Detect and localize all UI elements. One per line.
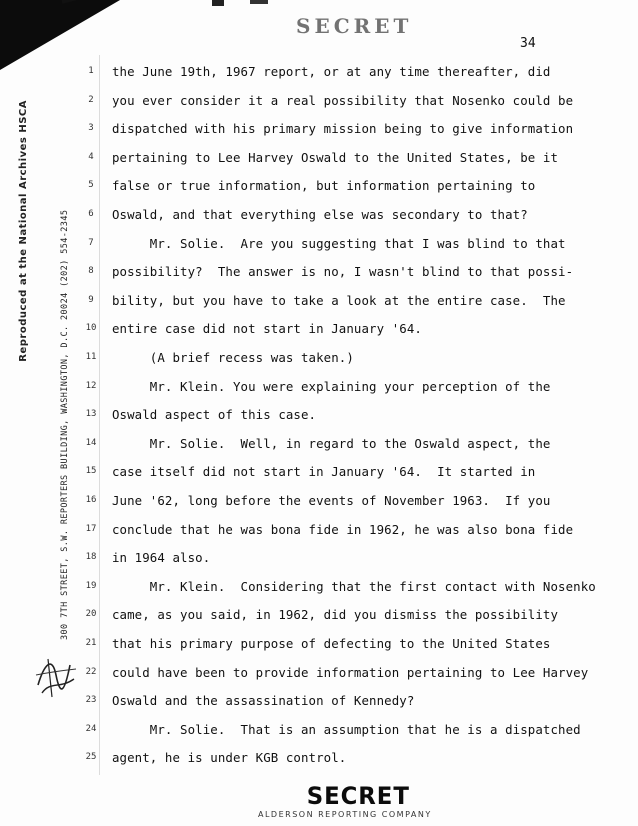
line-number: 8 [88,266,94,277]
line-number: 18 [85,552,97,563]
reporter-address: 300 7TH STREET, S.W. REPORTERS BUILDING, WASHINGTON, D.C. 20024 (202) 554-2345 [60,209,70,640]
line-number: 11 [85,352,97,362]
transcript-line: the June 19th, 1967 report, or at any time thereafter, did [112,64,551,79]
transcript-line: Mr. Solie. Well, in regard to the Oswald aspect, the [112,435,551,451]
transcript-line: Mr. Klein. Considering that the first contact with Nosenko [112,578,596,594]
line-number: 20 [85,609,97,620]
line-number: 12 [85,380,97,391]
line-number: 16 [85,495,97,505]
transcript-line: dispatched with his primary mission being to give information [112,121,574,137]
transcript-line: Oswald, and that everything else was secondary to that? [112,207,528,222]
transcript-line: false or true information, but information pertaining to [112,178,536,194]
line-number: 17 [85,523,97,534]
line-number: 15 [85,466,97,477]
reporting-company: ALDERSON REPORTING COMPANY [258,810,432,819]
line-number: 4 [88,151,94,162]
transcript-line: Oswald and the assassination of Kennedy? [112,693,415,709]
line-number: 7 [88,237,94,248]
transcript-line: case itself did not start in January '64. It started in [112,464,536,480]
transcript-line: pertaining to Lee Harvey Oswald to the United States, be it [112,149,559,165]
line-number: 19 [85,580,97,591]
transcript-line: came, as you said, in 1962, did you dismiss the possibility [112,607,559,623]
line-number: 10 [85,323,97,334]
line-number: 21 [85,638,97,648]
handwritten-initials [30,645,80,705]
line-number: 25 [85,752,97,763]
line-number: 1 [88,66,94,76]
scan-mark [212,0,224,6]
line-number: 3 [88,123,94,134]
transcript-line: in 1964 also. [112,550,211,566]
line-number: 2 [88,94,94,105]
transcript-line: entire case did not start in January '64. [112,321,422,337]
line-number: 24 [85,723,97,734]
transcript-line: bility, but you have to take a look at the entire case. The [112,292,566,308]
line-number: 14 [85,437,97,448]
transcript-line: agent, he is under KGB control. [112,750,347,766]
faded-classification-header: SECRET [296,14,413,38]
transcript-line: conclude that he was bona fide in 1962, he was also bona fide [112,521,574,537]
margin-rule [99,55,100,775]
transcript-line: June '62, long before the events of November 1963. If you [112,493,551,508]
transcript-line: Oswald aspect of this case. [112,407,317,423]
line-number: 6 [88,209,94,219]
archive-stamp: Reproduced at the National Archives HSCA [18,100,29,362]
transcript-line: Mr. Klein. You were explaining your perception of the [112,378,551,394]
transcript-line: (A brief recess was taken.) [112,350,354,365]
scan-corner-shadow [0,0,120,70]
transcript-line: possibility? The answer is no, I wasn't blind to that possi- [112,264,574,280]
transcript-line: that his primary purpose of defecting to the United States [112,636,551,651]
line-number: 9 [88,294,94,305]
transcript-line: you ever consider it a real possibility that Nosenko could be [112,92,574,108]
line-number: 13 [85,409,97,420]
secret-stamp: SECRET [306,782,410,810]
transcript-line: Mr. Solie. Are you suggesting that I was blind to that [112,235,566,251]
line-number: 5 [88,180,94,191]
line-number: 22 [85,666,97,677]
line-number: 23 [85,695,97,706]
transcript-line: could have been to provide information pertaining to Lee Harvey [112,664,589,680]
transcript-line: Mr. Solie. That is an assumption that he is a dispatched [112,721,581,737]
scan-mark [250,0,268,4]
page-number: 34 [520,36,536,51]
